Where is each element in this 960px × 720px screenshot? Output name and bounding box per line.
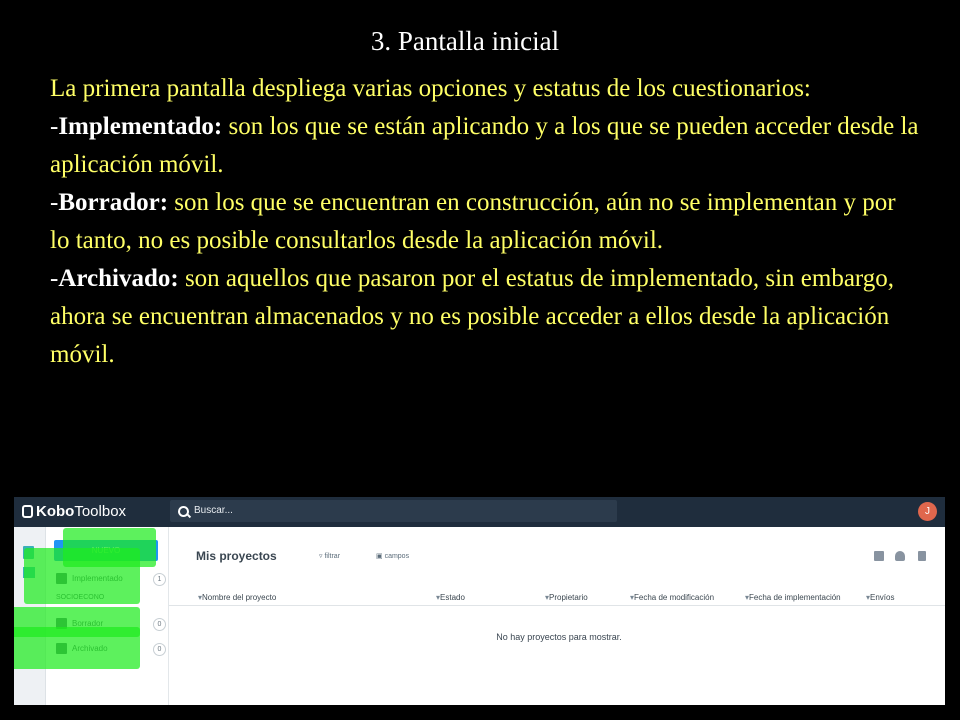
search-input[interactable] <box>170 500 617 522</box>
item-term: Archivado: <box>58 265 179 292</box>
column-header[interactable]: ▾ Propietario <box>545 593 588 602</box>
item-implementado <box>50 108 920 184</box>
count-badge: 1 <box>153 573 166 586</box>
filter-label: filtrar <box>324 553 341 560</box>
column-header[interactable]: ▾ Fecha de modificación <box>630 593 714 602</box>
fields-button[interactable]: ▣ campos <box>376 553 410 560</box>
share-user-icon[interactable] <box>895 551 905 561</box>
column-header[interactable]: ▾ Envíos <box>866 593 894 602</box>
app-screenshot <box>14 497 945 705</box>
trash-icon[interactable] <box>918 551 926 561</box>
item-term: Borrador: <box>58 189 169 216</box>
item-archivado <box>50 260 920 374</box>
filter-button[interactable]: ▿ filtrar <box>319 553 341 560</box>
page-title: Mis proyectos <box>196 549 277 563</box>
count-badge: 0 <box>153 618 166 631</box>
highlight-mark <box>24 548 140 604</box>
column-header[interactable]: ▾ Fecha de implementación <box>745 593 841 602</box>
item-desc: son aquellos que pasaron por el estatus de implementado, sin embargo, ahora se encuentran almacenados y no es posible acceder a ellos desde la aplicación móvil. <box>50 265 895 368</box>
table-header <box>169 591 945 606</box>
intro-text: La primera pantalla despliega varias opciones y estatus de los cuestionarios: <box>50 75 811 102</box>
item-dash: - <box>50 189 59 216</box>
fields-label: campos <box>384 553 410 560</box>
slide-title: 3. Pantalla inicial <box>370 26 560 56</box>
column-header[interactable]: ▾ Nombre del proyecto <box>198 593 276 602</box>
logo-bold: Kobo <box>36 503 75 520</box>
item-dash: - <box>50 265 59 292</box>
top-bar <box>14 497 945 527</box>
column-header[interactable]: ▾ Estado <box>436 593 465 602</box>
count-badge: 0 <box>153 643 166 656</box>
item-term: Implementado: <box>58 113 223 140</box>
empty-state-message: No hay proyectos para mostrar. <box>496 632 622 642</box>
main-panel <box>169 527 945 705</box>
logo-rest: Toolbox <box>74 503 127 520</box>
kobo-logo[interactable] <box>22 503 126 520</box>
item-borrador <box>50 184 920 260</box>
search-placeholder: Buscar... <box>194 505 233 516</box>
avatar[interactable]: J <box>918 502 937 521</box>
highlight-mark <box>14 627 140 669</box>
item-desc: son los que se encuentran en construcción, aún no se implementan y por lo tanto, no es posible consultarlos desde la aplicación móvil. <box>50 189 896 254</box>
item-dash: - <box>50 113 59 140</box>
slide-body <box>50 70 920 374</box>
item-desc: son los que se están aplicando y a los que se pueden acceder desde la aplicación móvil. <box>50 113 919 178</box>
search-icon <box>178 506 189 517</box>
archive-action-icon[interactable] <box>874 551 884 561</box>
logo-mark-icon <box>22 505 33 518</box>
